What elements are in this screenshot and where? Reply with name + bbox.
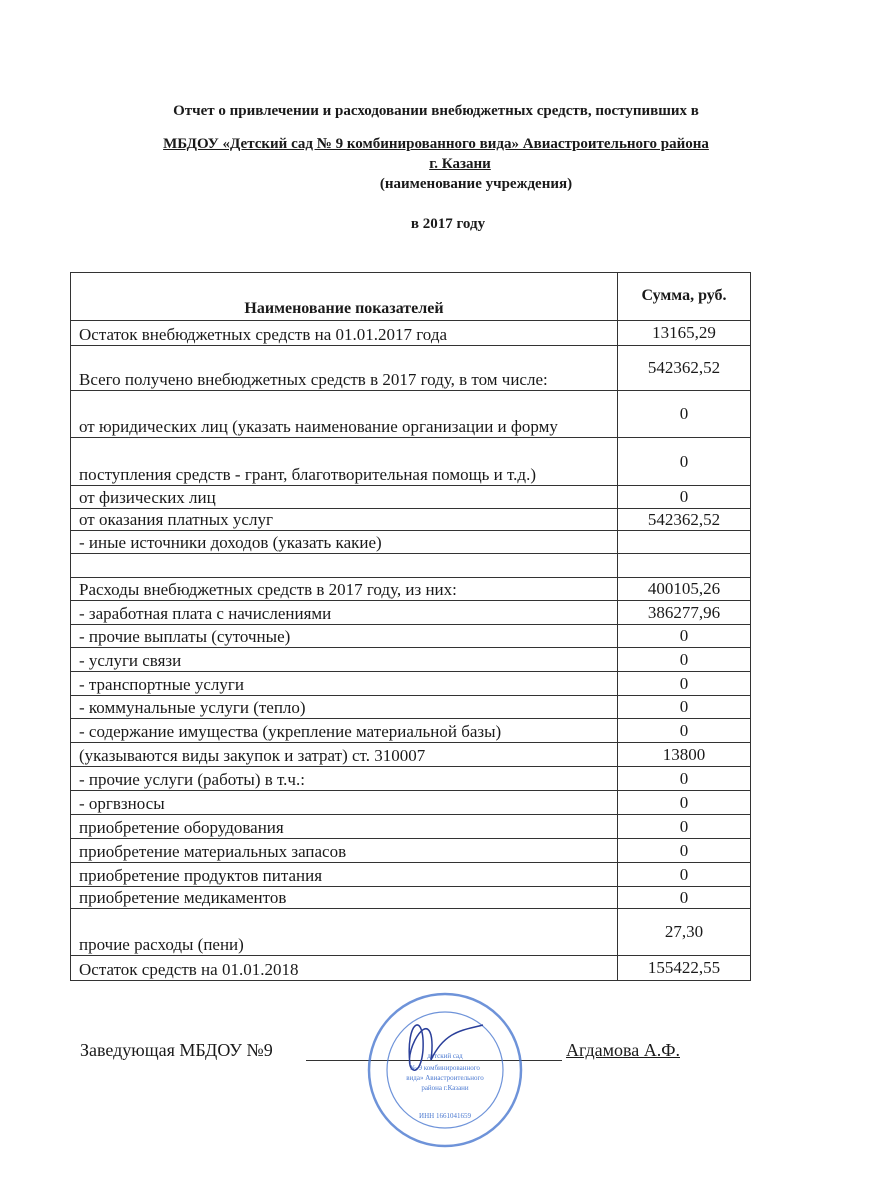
table-row (71, 696, 751, 719)
row-sum: 542362,52 (618, 346, 751, 391)
row-name: Остаток средств на 01.01.2018 (71, 956, 618, 981)
table-row (71, 909, 751, 956)
row-name: от физических лиц (71, 486, 618, 509)
row-sum: 0 (618, 767, 751, 791)
row-name: Всего получено внебюджетных средств в 2017 году, в том числе: (71, 346, 618, 391)
row-name: - оргвзносы (71, 791, 618, 815)
row-name: приобретение продуктов питания (71, 863, 618, 887)
row-name: от юридических лиц (указать наименование организации и форму (71, 391, 618, 438)
row-sum: 0 (618, 887, 751, 909)
row-sum: 0 (618, 839, 751, 863)
row-sum: 0 (618, 625, 751, 648)
table-row (71, 719, 751, 743)
row-sum: 386277,96 (618, 601, 751, 625)
row-sum: 27,30 (618, 909, 751, 956)
row-name: - услуги связи (71, 648, 618, 672)
row-name: приобретение материальных запасов (71, 839, 618, 863)
table-row (71, 625, 751, 648)
row-sum: 155422,55 (618, 956, 751, 981)
row-name: Расходы внебюджетных средств в 2017 году, из них: (71, 578, 618, 601)
row-sum: 0 (618, 486, 751, 509)
table-row (71, 601, 751, 625)
table-row (71, 791, 751, 815)
signatory-position: Заведующая МБДОУ №9 (80, 1040, 273, 1060)
row-name: - содержание имущества (укрепление материальной базы) (71, 719, 618, 743)
row-sum: 0 (618, 672, 751, 696)
table-row (71, 438, 751, 486)
table-row (71, 554, 751, 578)
row-sum (618, 554, 751, 578)
table-row (71, 839, 751, 863)
table-row (71, 391, 751, 438)
row-sum: 0 (618, 648, 751, 672)
row-name: - транспортные услуги (71, 672, 618, 696)
row-sum: 0 (618, 791, 751, 815)
table-row (71, 648, 751, 672)
row-sum: 0 (618, 863, 751, 887)
table-row (71, 956, 751, 981)
table-row (71, 815, 751, 839)
row-name: - коммунальные услуги (тепло) (71, 696, 618, 719)
row-name: - прочие выплаты (суточные) (71, 625, 618, 648)
table-row (71, 531, 751, 554)
row-name: Остаток внебюджетных средств на 01.01.2017 года (71, 321, 618, 346)
row-sum: 0 (618, 815, 751, 839)
row-name: - иные источники доходов (указать какие) (71, 531, 618, 554)
table-row (71, 672, 751, 696)
row-sum: 542362,52 (618, 509, 751, 531)
signatory-name: Агдамова А.Ф. (566, 1040, 680, 1060)
column-header-name: Наименование показателей (71, 273, 618, 321)
row-sum: 13165,29 (618, 321, 751, 346)
table-row (71, 509, 751, 531)
row-name: (указываются виды закупок и затрат) ст. 310007 (71, 743, 618, 767)
report-title: Отчет о привлечении и расходовании внебюджетных средств, поступивших в (173, 103, 699, 119)
row-sum: 0 (618, 696, 751, 719)
row-name (71, 554, 618, 578)
institution-city: г. Казани (429, 156, 491, 172)
report-year: в 2017 году (410, 216, 486, 232)
institution-caption: (наименование учреждения) (379, 176, 573, 192)
table-row (71, 767, 751, 791)
row-name: приобретение медикаментов (71, 887, 618, 909)
row-sum: 0 (618, 719, 751, 743)
table-row (71, 346, 751, 391)
row-name: прочие расходы (пени) (71, 909, 618, 956)
column-header-sum: Сумма, руб. (618, 273, 751, 321)
table-row (71, 863, 751, 887)
row-name: приобретение оборудования (71, 815, 618, 839)
row-sum: 0 (618, 391, 751, 438)
row-name: от оказания платных услуг (71, 509, 618, 531)
table-row (71, 887, 751, 909)
stamp-inn: ИНН 1661041659 (419, 1112, 471, 1120)
row-name: - заработная плата с начислениями (71, 601, 618, 625)
table-row (71, 743, 751, 767)
row-sum: 13800 (618, 743, 751, 767)
svg-text:района г.Казани: района г.Казани (421, 1084, 469, 1092)
row-sum: 0 (618, 438, 751, 486)
table-row (71, 321, 751, 346)
svg-text:вида» Авиастроительного: вида» Авиастроительного (406, 1074, 484, 1082)
institution-name: МБДОУ «Детский сад № 9 комбинированного вида» Авиастроительного района (163, 136, 709, 152)
table-row (71, 486, 751, 509)
table-row (71, 578, 751, 601)
row-sum: 400105,26 (618, 578, 751, 601)
row-name: поступления средств - грант, благотворительная помощь и т.д.) (71, 438, 618, 486)
row-sum (618, 531, 751, 554)
official-stamp (365, 990, 525, 1150)
funds-table (70, 272, 751, 981)
row-name: - прочие услуги (работы) в т.ч.: (71, 767, 618, 791)
svg-text:№ 9 комбинированного: № 9 комбинированного (410, 1064, 480, 1072)
svg-text:детский сад: детский сад (427, 1052, 463, 1060)
